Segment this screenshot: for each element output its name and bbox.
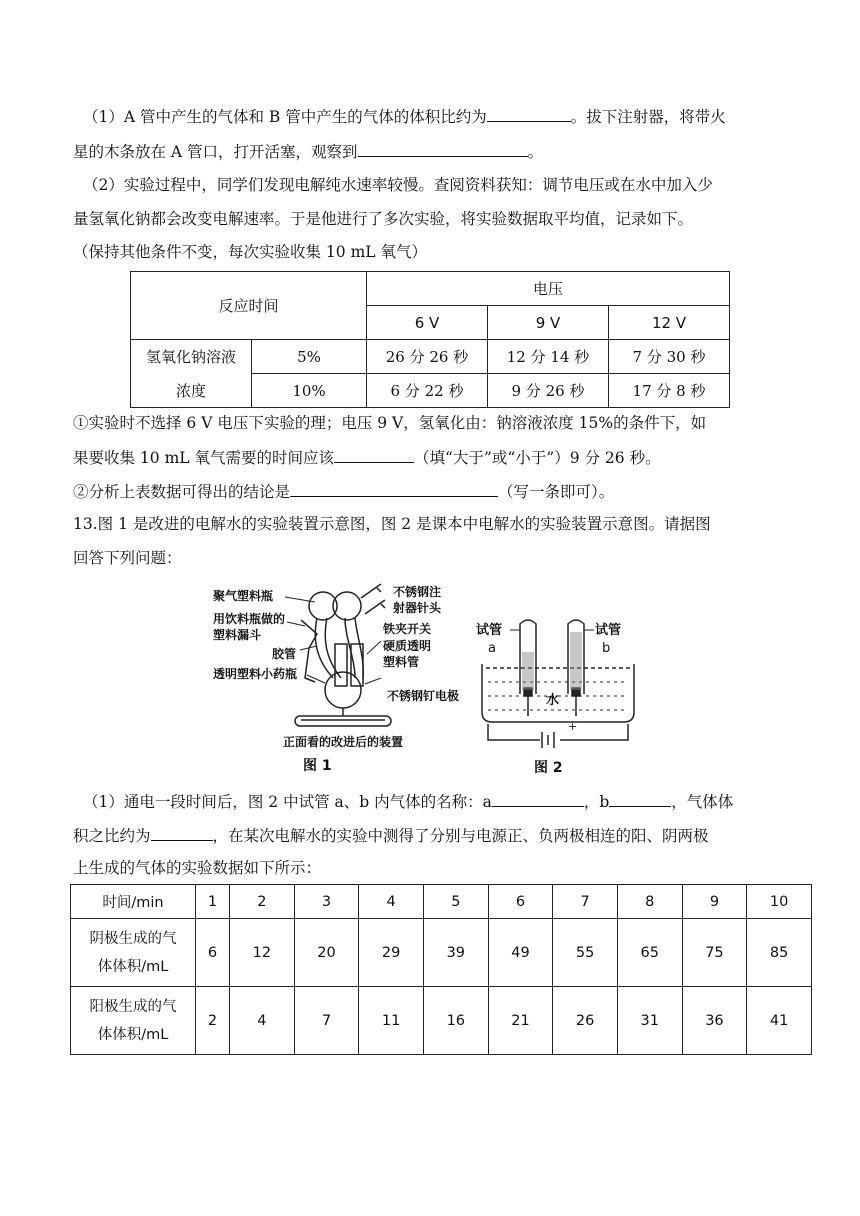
cell: 17 分 8 秒 [609,374,730,408]
table-head-label: 时间/min [71,885,196,919]
label-tube-a-title: 试管 [476,623,503,638]
conc-10: 10% [252,374,367,408]
answer-blank[interactable] [290,481,498,497]
label-tube-b-title: 试管 [595,623,622,638]
text: （填“大于”或“小于”）9 分 26 秒。 [414,449,661,467]
sub-question-1-line2 [73,447,661,468]
row-label-anode [71,987,196,1055]
reaction-time-table [130,271,730,408]
q13-intro-line1: 13.图 1 是改进的电解水的实验装置示意图，图 2 是课本中电解水的实验装置示意图。请据图 [73,515,711,533]
cell: 12 分 14 秒 [488,340,609,374]
value-cell: 11 [359,987,424,1055]
text: 积之比约为 [73,827,151,845]
label-hard-tube-2: 塑料管 [383,655,420,669]
row-label-line1: 阳极生成的气 [89,998,177,1015]
q13-part1-line1 [83,791,733,812]
value-cell: 55 [553,919,618,987]
q13-part1-line2 [73,825,709,846]
answer-blank[interactable] [487,106,571,122]
label-hard-tube-1: 硬质透明 [383,639,432,653]
value-cell: 29 [359,919,424,987]
q-prev-part2-line3: （保持其他条件不变，每次实验收集 10 mL 氧气） [73,243,427,261]
text: （写一条即可）。 [498,483,615,501]
figure-2-textbook-apparatus [468,612,648,778]
row-label-line1: 阴极生成的气 [89,930,177,947]
row-label-cathode [71,919,196,987]
text: ，气体体 [671,793,734,811]
answer-blank[interactable] [358,141,528,157]
time-cell: 4 [359,885,424,919]
cell: 26 分 26 秒 [367,340,488,374]
cell: 7 分 30 秒 [609,340,730,374]
answer-blank-ratio[interactable] [151,825,213,841]
label-funnel-2: 塑料漏斗 [213,628,262,642]
sub-question-1-line1: ①实验时不选择 6 V 电压下实验的理；电压 9 V，氢氧化由：钠溶液浓度 15%的条件下，如 [73,414,707,432]
answer-blank-b[interactable] [609,791,671,807]
answer-blank-a[interactable] [492,791,584,807]
value-cell: 31 [617,987,682,1055]
q13-part1-line3: 上生成的气体的实验数据如下所示： [73,859,322,877]
figure-2-caption: 图 2 [534,760,563,776]
figure-1-improved-apparatus [205,578,465,778]
text: 。拔下注射器，将带火 [570,108,726,126]
time-cell: 8 [617,885,682,919]
time-cell: 3 [294,885,359,919]
value-cell: 49 [488,919,553,987]
time-cell: 7 [553,885,618,919]
figure-1-caption: 图 1 [303,758,332,774]
label-clip-switch: 铁夹开关 [383,622,432,636]
cell: 6 分 22 秒 [367,374,488,408]
q-prev-part1-line2 [73,141,543,162]
table-corner: 反应时间 [131,272,367,340]
value-cell: 65 [617,919,682,987]
time-cell: 6 [488,885,553,919]
value-cell: 2 [196,987,230,1055]
value-cell: 39 [423,919,488,987]
value-cell: 26 [553,987,618,1055]
voltage-6v: 6 V [367,306,488,340]
row-label-line2: 体体积/mL [97,958,169,975]
time-cell: 5 [423,885,488,919]
q13-intro-line2: 回答下列问题： [73,549,182,567]
label-front-view: 正面看的改进后的装置 [283,735,404,749]
value-cell: 16 [423,987,488,1055]
answer-blank[interactable] [334,447,414,463]
label-funnel-1: 用饮料瓶做的 [213,612,286,626]
label-tube-a: a [488,641,496,656]
label-electrode: 不锈钢钉电极 [387,689,460,703]
value-cell: 36 [682,987,747,1055]
gas-volume-table [70,884,812,1055]
label-medicine-bottle: 透明塑料小药瓶 [213,667,298,681]
value-cell: 21 [488,987,553,1055]
cell: 9 分 26 秒 [488,374,609,408]
row-group-label-a: 氢氧化钠溶液 [131,340,252,374]
time-cell: 10 [747,885,812,919]
text: ②分析上表数据可得出的结论是 [73,483,291,501]
q-prev-part2-line1: （2）实验过程中，同学们发现电解纯水速率较慢。查阅资料获知：调节电压或在水中加入少 [83,176,713,194]
text: ，在某次电解水的实验中测得了分别与电源正、负两极相连的阳、阴两极 [212,827,709,845]
label-gas-bottle: 聚气塑料瓶 [213,589,274,603]
text: ，b [583,793,610,811]
label-tube-b: b [602,641,611,656]
value-cell: 4 [230,987,295,1055]
voltage-9v: 9 V [488,306,609,340]
voltage-header: 电压 [367,272,730,306]
time-cell: 2 [230,885,295,919]
voltage-12v: 12 V [609,306,730,340]
text: （1）通电一段时间后，图 2 中试管 a、b 内气体的名称：a [83,793,492,811]
row-label-line2: 体体积/mL [97,1026,169,1043]
label-needle-2: 射器针头 [393,601,442,615]
value-cell: 41 [747,987,812,1055]
q-prev-part1-line1 [83,106,726,127]
label-water: 水 [546,693,560,708]
label-needle-1: 不锈钢注 [393,585,442,599]
time-cell: 9 [682,885,747,919]
q-prev-part2-line2: 量氢氧化钠都会改变电解速率。于是他进行了多次实验，将实验数据取平均值，记录如下。 [73,210,694,228]
text: 。 [527,143,544,161]
time-cell: 1 [196,885,230,919]
text: （1）A 管中产生的气体和 B 管中产生的气体的体积比约为 [83,108,487,126]
label-positive: + [568,720,578,733]
value-cell: 20 [294,919,359,987]
value-cell: 7 [294,987,359,1055]
sub-question-2 [73,481,614,502]
value-cell: 75 [682,919,747,987]
label-rubber-tube: 胶管 [272,647,297,661]
value-cell: 6 [196,919,230,987]
value-cell: 12 [230,919,295,987]
text: 星的木条放在 A 管口，打开活塞，观察到 [73,143,358,161]
conc-5: 5% [252,340,367,374]
row-group-label-b: 浓度 [131,374,252,408]
value-cell: 85 [747,919,812,987]
text: 果要收集 10 mL 氧气需要的时间应该 [73,449,334,467]
